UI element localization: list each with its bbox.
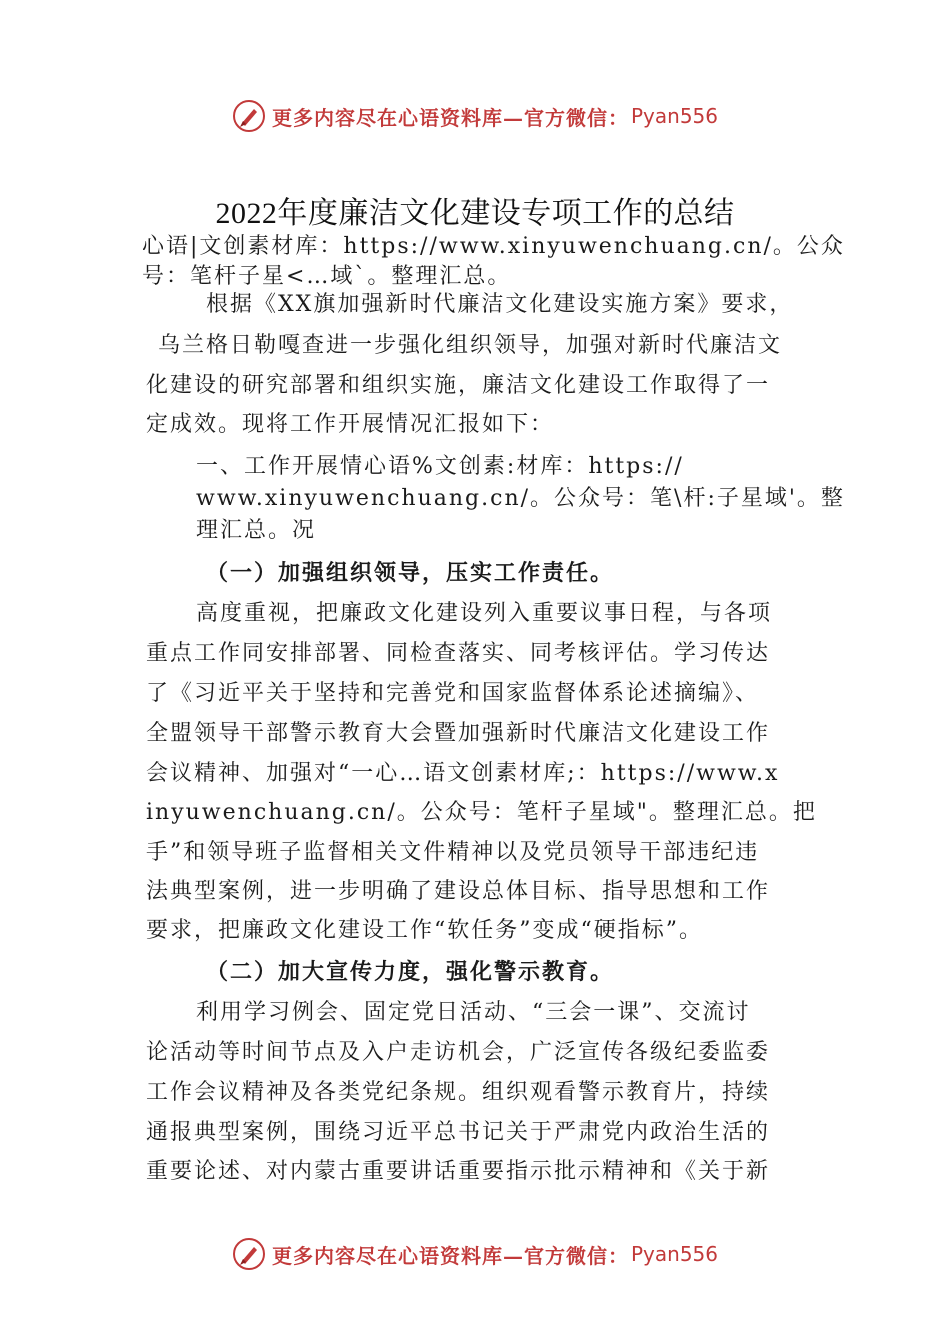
text-line: 手”和领导班子监督相关文件精神以及党员领导干部违纪违 [146, 840, 760, 865]
text-line: 会议精神、加强对“一心…语文创素材库;：https://www.x [146, 761, 780, 786]
text-line: 要求，把廉政文化建设工作“软任务”变成“硬指标”。 [146, 918, 703, 943]
text-line: 通报典型案例，围绕习近平总书记关于严肃党内政治生活的 [146, 1120, 771, 1145]
pen-heart-logo-icon [232, 1237, 266, 1271]
document-title: 2022年度廉洁文化建设专项工作的总结 [215, 197, 735, 230]
text-line: 全盟领导干部警示教育大会暨加强新时代廉洁文化建设工作 [146, 721, 771, 746]
banner-wechat-id: Pyan556 [630, 104, 718, 128]
text-line: 号：笔杆子星<…域`。整理汇总。 [142, 264, 512, 289]
text-line: 乌兰格日勒嘎查进一步强化组织领导，加强对新时代廉洁文 [158, 333, 783, 358]
header-watermark-banner [0, 96, 950, 136]
text-line: 重点工作同安排部署、同检查落实、同考核评估。学习传达 [146, 641, 771, 666]
text-line: 高度重视，把廉政文化建设列入重要议事日程，与各项 [196, 601, 773, 626]
text-line: 定成效。现将工作开展情况汇报如下： [146, 412, 555, 437]
section-heading: （二）加大宣传力度，强化警示教育。 [206, 959, 615, 985]
text-line: 重要论述、对内蒙古重要讲话重要指示批示精神和《关于新 [146, 1159, 771, 1184]
banner-text: 更多内容尽在心语资料库—官方微信： [271, 105, 629, 130]
banner-wechat-id: Pyan556 [630, 1242, 718, 1266]
text-line: 利用学习例会、固定党日活动、“三会一课”、交流讨 [196, 1000, 751, 1025]
text-line: 理汇总。况 [196, 518, 317, 543]
text-line: 了《习近平关于坚持和完善党和国家监督体系论述摘编》、 [146, 681, 760, 706]
text-line: 化建设的研究部署和组织实施，廉洁文化建设工作取得了一 [146, 373, 771, 398]
text-line: 心语|文创素材库：https://www.xinyuwenchuang.cn/。公众 [142, 234, 845, 259]
text-line: inyuwenchuang.cn/。公众号：笔杆子星域"。整理汇总。把 [146, 800, 817, 825]
text-line: www.xinyuwenchuang.cn/。公众号：笔\杆:子星域'。整 [196, 486, 845, 511]
section-heading: （一）加强组织领导，压实工作责任。 [206, 560, 615, 586]
text-line: 一、工作开展情心语%文创素:材库：https:// [196, 454, 684, 479]
pen-heart-logo-icon [232, 99, 266, 133]
text-line: 论活动等时间节点及入户走访机会，广泛宣传各级纪委监委 [146, 1040, 771, 1065]
banner-text: 更多内容尽在心语资料库—官方微信： [271, 1243, 629, 1268]
text-line: 根据《XX旗加强新时代廉洁文化建设实施方案》要求， [206, 292, 794, 317]
footer-watermark-banner [0, 1234, 950, 1274]
text-line: 法典型案例，进一步明确了建设总体目标、指导思想和工作 [146, 879, 771, 904]
text-line: 工作会议精神及各类党纪条规。组织观看警示教育片，持续 [146, 1080, 771, 1105]
